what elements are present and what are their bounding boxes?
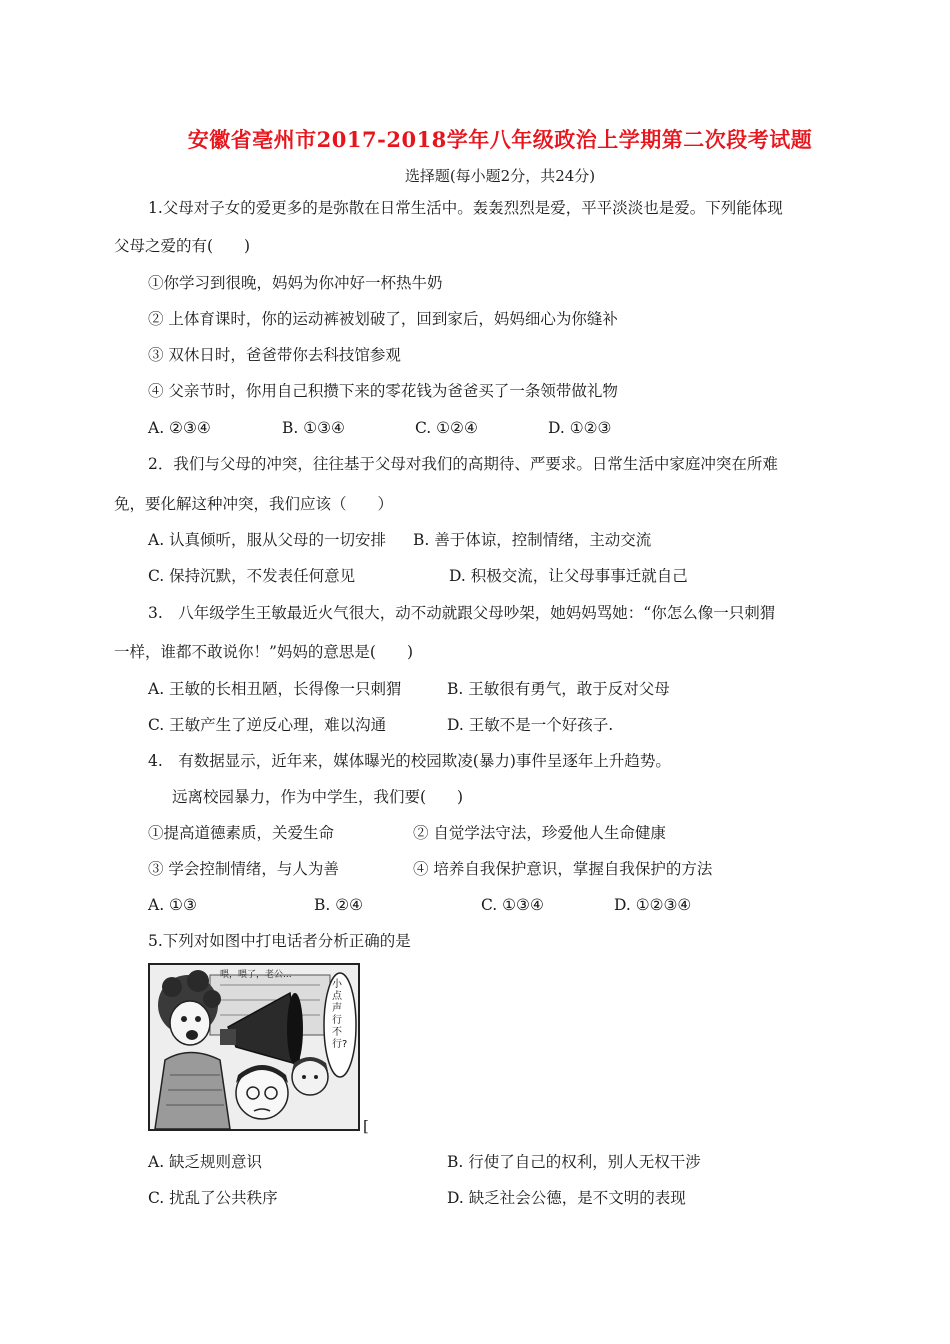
section-heading: 选择题(每小题2分，共24分) bbox=[404, 167, 596, 185]
page-title: 安徽省亳州市2017-2018学年八年级政治上学期第二次段考试题 bbox=[187, 127, 813, 152]
q4-option-d: D. ①②③④ bbox=[614, 896, 692, 914]
q4-stem-line2: 远离校园暴力，作为中学生，我们要( ) bbox=[172, 788, 464, 806]
q5-option-c: C. 扰乱了公共秩序 bbox=[148, 1189, 278, 1207]
q3-option-c: C. 王敏产生了逆反心理，难以沟通 bbox=[148, 716, 387, 734]
q3-stem-line1: 3. 八年级学生王敏最近火气很大，动不动就跟父母吵架，她妈妈骂她：“你怎么像一只刺猬 bbox=[148, 604, 776, 622]
q1-option-c: C. ①②④ bbox=[415, 419, 478, 437]
comic-caption-top: 喂，喂了，老公... bbox=[220, 970, 292, 980]
q4-option-c: C. ①③④ bbox=[481, 896, 544, 914]
q1-stem-line1: 1.父母对子女的爱更多的是弥散在日常生活中。轰轰烈烈是爱，平平淡淡也是爱。下列能体现 bbox=[148, 199, 783, 217]
q2-stem-line1: 2．我们与父母的冲突，往往基于父母对我们的高期待、严要求。日常生活中家庭冲突在所难 bbox=[148, 455, 778, 473]
image-bracket: [ bbox=[363, 1117, 369, 1135]
q3-stem-line2: 一样，谁都不敢说你！”妈妈的意思是( ) bbox=[114, 643, 414, 661]
q2-option-b: B. 善于体谅，控制情绪，主动交流 bbox=[413, 531, 652, 549]
q3-option-d: D. 王敏不是一个好孩子. bbox=[447, 716, 614, 734]
q2-option-a: A. 认真倾听，服从父母的一切安排 bbox=[148, 531, 387, 549]
q2-stem-line2: 免，要化解这种冲突，我们应该（ ） bbox=[114, 495, 394, 513]
q4-item-3: ③ 学会控制情绪，与人为善 bbox=[148, 860, 339, 878]
q3-option-a: A. 王敏的长相丑陋，长得像一只刺猬 bbox=[148, 680, 402, 698]
q4-option-a: A. ①③ bbox=[148, 896, 197, 914]
q1-item-2: ② 上体育课时，你的运动裤被划破了，回到家后，妈妈细心为你缝补 bbox=[148, 310, 618, 328]
q1-option-a: A. ②③④ bbox=[148, 419, 211, 437]
comic-illustration bbox=[148, 963, 360, 1131]
q2-option-d: D. 积极交流，让父母事事迁就自己 bbox=[449, 567, 688, 585]
q5-option-b: B. 行使了自己的权利，别人无权干涉 bbox=[447, 1153, 701, 1171]
q1-item-1: ①你学习到很晚，妈妈为你冲好一杯热牛奶 bbox=[148, 274, 443, 292]
q3-option-b: B. 王敏很有勇气，敢于反对父母 bbox=[447, 680, 670, 698]
q4-item-4: ④ 培养自我保护意识，掌握自我保护的方法 bbox=[413, 860, 713, 878]
q1-option-d: D. ①②③ bbox=[548, 419, 612, 437]
q4-option-b: B. ②④ bbox=[314, 896, 364, 914]
q1-item-4: ④ 父亲节时，你用自己积攒下来的零花钱为爸爸买了一条领带做礼物 bbox=[148, 382, 618, 400]
q4-item-2: ② 自觉学法守法，珍爱他人生命健康 bbox=[413, 824, 666, 842]
q2-option-c: C. 保持沉默，不发表任何意见 bbox=[148, 567, 356, 585]
q4-stem-line1: 4. 有数据显示，近年来，媒体曝光的校园欺凌(暴力)事件呈逐年上升趋势。 bbox=[148, 752, 671, 770]
q4-item-1: ①提高道德素质，关爱生命 bbox=[148, 824, 335, 842]
q1-item-3: ③ 双休日时，爸爸带你去科技馆参观 bbox=[148, 346, 401, 364]
q5-stem: 5.下列对如图中打电话者分析正确的是 bbox=[148, 932, 411, 950]
comic-speech-bubble: 小点声行不行? bbox=[332, 979, 348, 1050]
q1-stem-line2: 父母之爱的有( ) bbox=[114, 237, 251, 255]
q1-option-b: B. ①③④ bbox=[282, 419, 345, 437]
q5-option-a: A. 缺乏规则意识 bbox=[148, 1153, 263, 1171]
q5-option-d: D. 缺乏社会公德，是不文明的表现 bbox=[447, 1189, 686, 1207]
